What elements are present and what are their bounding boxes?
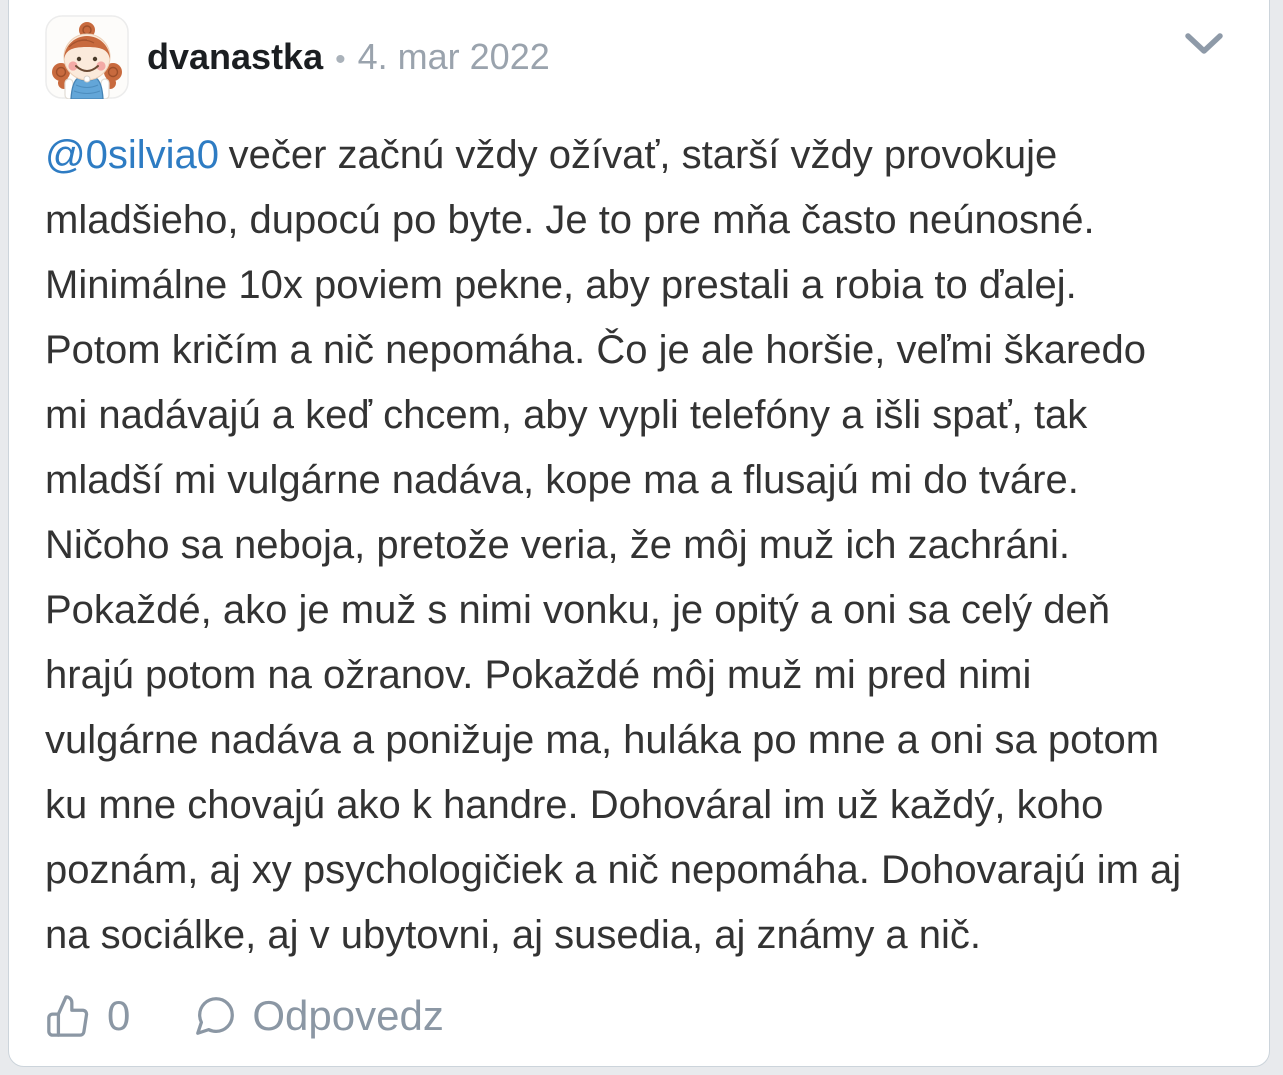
comment-line — [45, 123, 1229, 188]
comment-line: mladší mi vulgárne nadáva, kope ma a flusajú mi do tváre. — [45, 458, 1079, 502]
mention-link[interactable]: @0silvia0 — [45, 133, 220, 177]
avatar[interactable] — [45, 15, 129, 99]
reply-button[interactable] — [192, 992, 443, 1040]
comment-line: mladšieho, dupocú po byte. Je to pre mňa často neúnosné. — [45, 198, 1095, 242]
comment-header — [45, 15, 1229, 99]
speech-bubble-icon — [192, 993, 238, 1039]
comment-text-segment: večer začnú vždy ožívať, starší vždy provokuje — [228, 133, 1058, 177]
comment-line: mi nadávajú a keď chcem, aby vypli telefóny a išli spať, tak — [45, 393, 1088, 437]
comment-line: vulgárne nadáva a ponižuje ma, huláka po mne a oni sa potom — [45, 718, 1160, 762]
username[interactable]: dvanastka — [147, 36, 324, 77]
comment-line: ku mne chovajú ako k handre. Dohováral im už každý, koho — [45, 783, 1104, 827]
avatar-girl-illustration — [45, 15, 129, 99]
comment-line: Ničoho sa neboja, pretože veria, že môj muž ich zachráni. — [45, 523, 1070, 567]
comment-line: poznám, aj xy psychologičiek a nič nepomáha. Dohovarajú im aj — [45, 848, 1182, 892]
comment-line: Minimálne 10x poviem pekne, aby prestali a robia to ďalej. — [45, 263, 1077, 307]
like-count: 0 — [107, 992, 131, 1039]
comment-line: Potom kričím a nič nepomáha. Čo je ale horšie, veľmi škaredo — [45, 328, 1147, 372]
chevron-down-icon — [1183, 31, 1225, 57]
comment-text-lines — [45, 188, 1229, 968]
reply-label: Odpovedz — [252, 992, 444, 1039]
user-meta — [147, 36, 550, 78]
like-button[interactable] — [45, 992, 130, 1040]
comment-line: na sociálke, aj v ubytovni, aj susedia, aj známy a nič. — [45, 913, 982, 957]
comment-card — [8, 0, 1270, 1067]
comment-line: hrajú potom na ožranov. Pokaždé môj muž mi pred nimi — [45, 653, 1032, 697]
comment-line: Pokaždé, ako je muž s nimi vonku, je opitý a oni sa celý deň — [45, 588, 1110, 632]
separator-dot: • — [335, 43, 346, 76]
comment-body — [45, 123, 1229, 968]
post-date: 4. mar 2022 — [357, 36, 550, 77]
collapse-comment-button[interactable] — [1179, 27, 1229, 61]
thumbs-up-icon — [45, 993, 91, 1039]
comment-actions — [45, 992, 1229, 1040]
